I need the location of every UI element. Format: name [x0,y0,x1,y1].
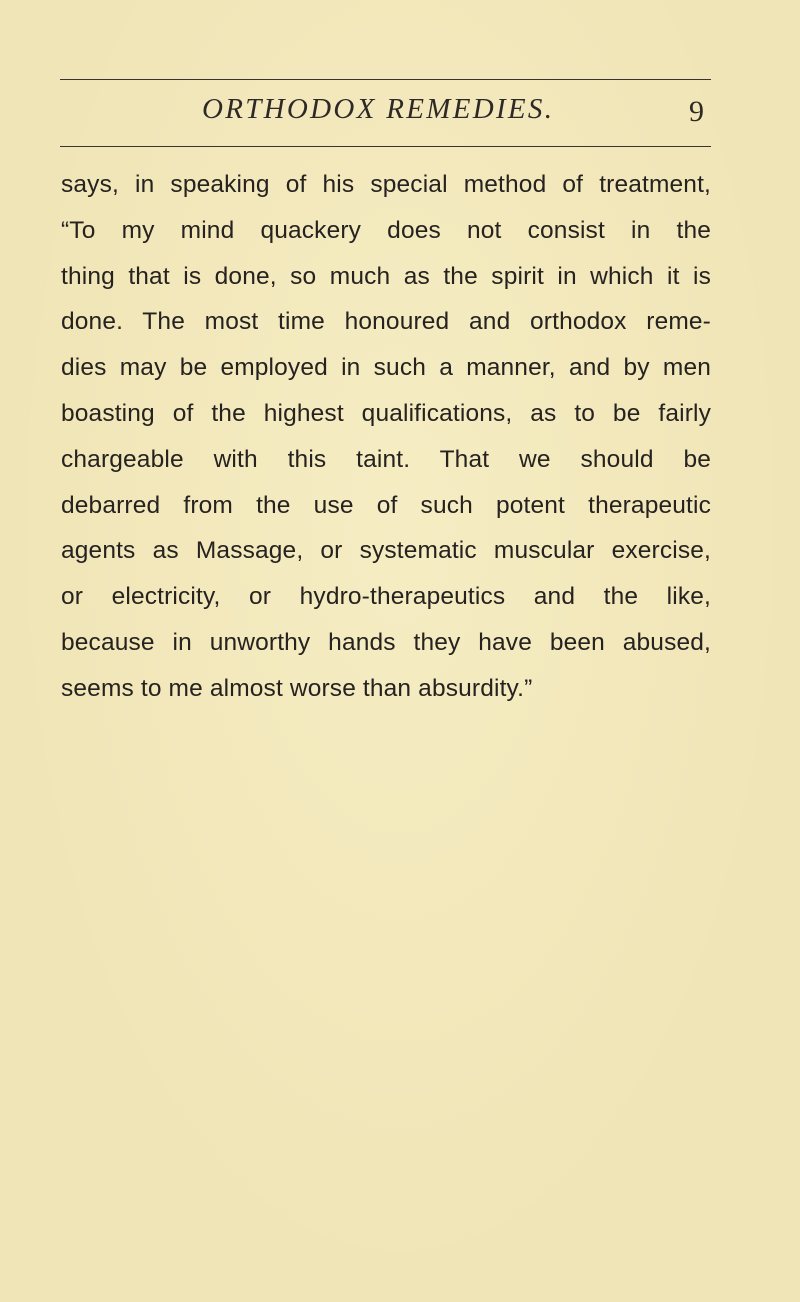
running-head [0,93,800,133]
text-line: “To my mind quackery does not consist in the [61,216,711,244]
text-line: because in unworthy hands they have been abused, [61,628,711,656]
text-line: dies may be employed in such a manner, and by men [61,354,711,382]
header-rule-bottom [60,146,711,147]
text-line: debarred from the use of such potent therapeutic [61,491,711,519]
text-line: boasting of the highest qualifications, as to be fairly [61,399,711,427]
text-line-last: seems to me almost worse than absurdity.” [61,674,533,702]
header-rule-top [60,79,711,80]
text-line: thing that is done, so much as the spirit in which it is [61,262,711,290]
text-line: agents as Massage, or systematic muscular exercise, [61,537,711,565]
body-paragraph [61,162,711,712]
text-line: done. The most time honoured and orthodox reme- [61,308,711,336]
running-title: ORTHODOX REMEDIES. [202,93,555,125]
text-line: says, in speaking of his special method of treatment, [61,171,711,198]
page-number: 9 [689,95,704,128]
text-line: chargeable with this taint. That we should be [61,445,711,473]
text-line: or electricity, or hydro-therapeutics and the like, [61,583,711,611]
